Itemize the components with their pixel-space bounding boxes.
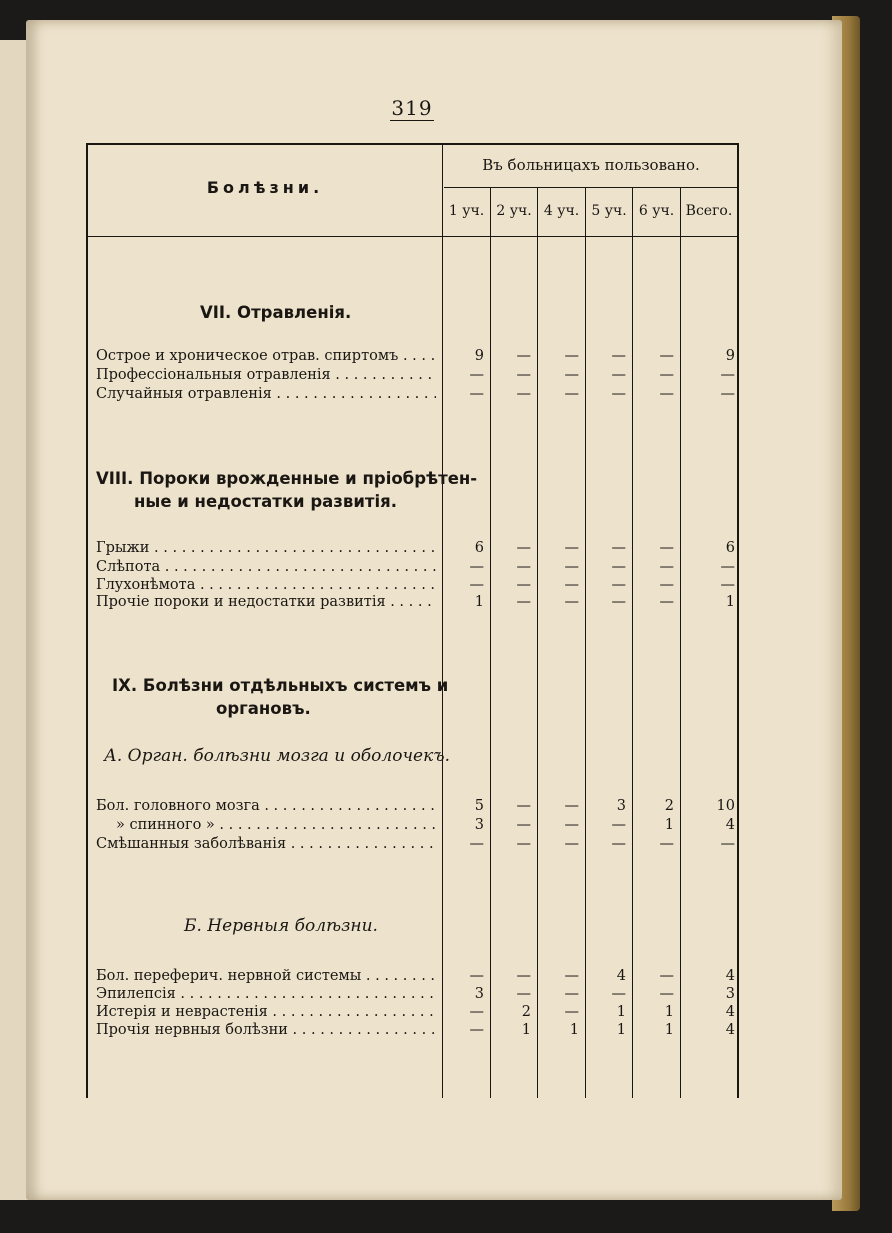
table-cell: — bbox=[659, 386, 674, 402]
table-cell: 4 bbox=[725, 1004, 735, 1020]
section-title-congenital-line-2: ные и недостатки развитія. bbox=[134, 492, 397, 511]
table-cell: — bbox=[720, 386, 735, 402]
table-cell: — bbox=[469, 1022, 484, 1038]
column-header-district-1: 1 уч. bbox=[448, 203, 485, 219]
table-cell: 1 bbox=[664, 1004, 674, 1020]
table-cell: 6 bbox=[474, 540, 484, 556]
table-cell: 3 bbox=[725, 986, 735, 1002]
table-cell: — bbox=[720, 367, 735, 383]
table-row-label: Прочіе пороки и недостатки развитія . . . bbox=[96, 592, 436, 612]
table-cell: — bbox=[564, 367, 579, 383]
table-cell: — bbox=[564, 836, 579, 852]
table-cell: — bbox=[469, 559, 484, 575]
table-top-rule bbox=[88, 143, 738, 145]
table-cell: 1 bbox=[616, 1004, 626, 1020]
table-cell: — bbox=[564, 386, 579, 402]
section-title-organ-systems-line-2: органовъ. bbox=[216, 699, 311, 718]
table-cell: 4 bbox=[725, 1022, 735, 1038]
table-cell: 1 bbox=[664, 817, 674, 833]
table-cell: — bbox=[659, 836, 674, 852]
table-cell: — bbox=[516, 540, 531, 556]
table-cell: — bbox=[469, 968, 484, 984]
table-cell: — bbox=[564, 1004, 579, 1020]
table-cell: — bbox=[469, 836, 484, 852]
table-cell: — bbox=[659, 986, 674, 1002]
col-divider bbox=[680, 187, 681, 1098]
table-cell: — bbox=[659, 577, 674, 593]
table-cell: — bbox=[564, 968, 579, 984]
table-cell: — bbox=[564, 986, 579, 1002]
table-cell: — bbox=[564, 594, 579, 610]
table-cell: 10 bbox=[716, 798, 735, 814]
table-row-label: Профессіональныя отравленія . . . bbox=[96, 365, 436, 385]
table-cell: 5 bbox=[474, 798, 484, 814]
column-group-header: Въ больницахъ пользовано. bbox=[482, 156, 700, 174]
subsection-title-nervous: Б. Нервныя болѣзни. bbox=[184, 916, 378, 936]
table-cell: — bbox=[564, 348, 579, 364]
table-cell: 4 bbox=[725, 968, 735, 984]
table-cell: — bbox=[516, 817, 531, 833]
table-cell: — bbox=[611, 817, 626, 833]
section-title-poisoning: VII. Отравленія. bbox=[200, 303, 352, 322]
table-row-label: Смѣшанныя заболѣванія . . . bbox=[96, 834, 436, 854]
page-number: 319 bbox=[391, 96, 433, 120]
table-cell: — bbox=[516, 798, 531, 814]
header-bottom-rule bbox=[88, 236, 738, 237]
table-cell: — bbox=[659, 540, 674, 556]
table-cell: — bbox=[611, 386, 626, 402]
table-row-label: » спинного » . . . bbox=[116, 815, 436, 835]
table-row-label: Эпилепсія . . . bbox=[96, 984, 436, 1004]
table-cell: — bbox=[564, 798, 579, 814]
col-divider bbox=[632, 187, 633, 1098]
table-cell: 4 bbox=[725, 817, 735, 833]
col-divider bbox=[490, 187, 491, 1098]
table-cell: 1 bbox=[569, 1022, 579, 1038]
table-cell: — bbox=[659, 968, 674, 984]
column-header-district-4: 4 уч. bbox=[543, 203, 580, 219]
table-cell: — bbox=[659, 594, 674, 610]
table-cell: 1 bbox=[521, 1022, 531, 1038]
table-cell: — bbox=[659, 348, 674, 364]
table-cell: — bbox=[611, 986, 626, 1002]
subsection-title-brain: А. Орган. болѣзни мозга и оболочекъ. bbox=[104, 746, 451, 766]
table-cell: — bbox=[564, 817, 579, 833]
section-title-congenital-line-1: VIII. Пороки врожденные и пріобрѣтен- bbox=[96, 469, 478, 488]
table-cell: — bbox=[611, 836, 626, 852]
table-cell: — bbox=[516, 986, 531, 1002]
table-cell: — bbox=[516, 386, 531, 402]
table-cell: — bbox=[720, 559, 735, 575]
col-divider bbox=[537, 187, 538, 1098]
table-cell: — bbox=[516, 594, 531, 610]
table-cell: — bbox=[611, 577, 626, 593]
header-group-rule bbox=[444, 187, 738, 188]
table-cell: — bbox=[720, 836, 735, 852]
table-cell: — bbox=[516, 559, 531, 575]
table-row-label: Глухонѣмота . . . bbox=[96, 575, 436, 595]
table-cell: — bbox=[564, 577, 579, 593]
table-cell: 9 bbox=[474, 348, 484, 364]
column-header-district-6: 6 уч. bbox=[638, 203, 675, 219]
table-cell: 2 bbox=[664, 798, 674, 814]
table-cell: — bbox=[469, 1004, 484, 1020]
table-cell: 3 bbox=[474, 986, 484, 1002]
column-header-district-2: 2 уч. bbox=[496, 203, 532, 219]
table-cell: — bbox=[469, 386, 484, 402]
table-row-label: Острое и хроническое отрав. спиртомъ . . . bbox=[96, 346, 436, 366]
table-cell: 1 bbox=[616, 1022, 626, 1038]
table-left-border bbox=[86, 143, 88, 1098]
table-cell: — bbox=[516, 968, 531, 984]
table-row-label: Бол. переферич. нервной системы . . . bbox=[96, 966, 436, 986]
table-cell: — bbox=[611, 348, 626, 364]
col-divider bbox=[585, 187, 586, 1098]
col-divider bbox=[442, 143, 443, 1098]
table-row-label: Прочія нервныя болѣзни . . . bbox=[96, 1020, 436, 1040]
table-cell: 3 bbox=[616, 798, 626, 814]
table-cell: — bbox=[516, 348, 531, 364]
table-cell: 2 bbox=[521, 1004, 531, 1020]
table-row-label: Слѣпота . . . bbox=[96, 557, 436, 577]
table-row-label: Случайныя отравленія . . . bbox=[96, 384, 436, 404]
table-cell: — bbox=[469, 577, 484, 593]
table-cell: — bbox=[516, 836, 531, 852]
column-header-district-5: 5 уч. bbox=[591, 203, 627, 219]
table-cell: — bbox=[611, 559, 626, 575]
table-cell: 4 bbox=[616, 968, 626, 984]
table-cell: — bbox=[516, 367, 531, 383]
table-cell: 6 bbox=[725, 540, 735, 556]
table-cell: — bbox=[659, 367, 674, 383]
table-cell: 1 bbox=[725, 594, 735, 610]
table-row-label: Истерія и неврастенія . . . bbox=[96, 1002, 436, 1022]
table-cell: — bbox=[720, 577, 735, 593]
table-cell: — bbox=[564, 540, 579, 556]
table-cell: — bbox=[659, 559, 674, 575]
table-cell: 3 bbox=[474, 817, 484, 833]
table-right-border bbox=[737, 143, 739, 1098]
table-cell: — bbox=[469, 367, 484, 383]
column-header-total: Всего. bbox=[685, 203, 733, 219]
column-header-diseases: Болѣзни. bbox=[206, 178, 324, 197]
table-cell: — bbox=[564, 559, 579, 575]
table-row-label: Бол. головного мозга . . . bbox=[96, 796, 436, 816]
table-cell: 1 bbox=[664, 1022, 674, 1038]
section-title-organ-systems-line-1: IX. Болѣзни отдѣльныхъ системъ и bbox=[112, 676, 449, 695]
table-cell: — bbox=[516, 577, 531, 593]
table-cell: — bbox=[611, 367, 626, 383]
table-cell: — bbox=[611, 594, 626, 610]
table-cell: 9 bbox=[725, 348, 735, 364]
table-cell: — bbox=[611, 540, 626, 556]
table-cell: 1 bbox=[474, 594, 484, 610]
table-row-label: Грыжи . . . bbox=[96, 538, 436, 558]
